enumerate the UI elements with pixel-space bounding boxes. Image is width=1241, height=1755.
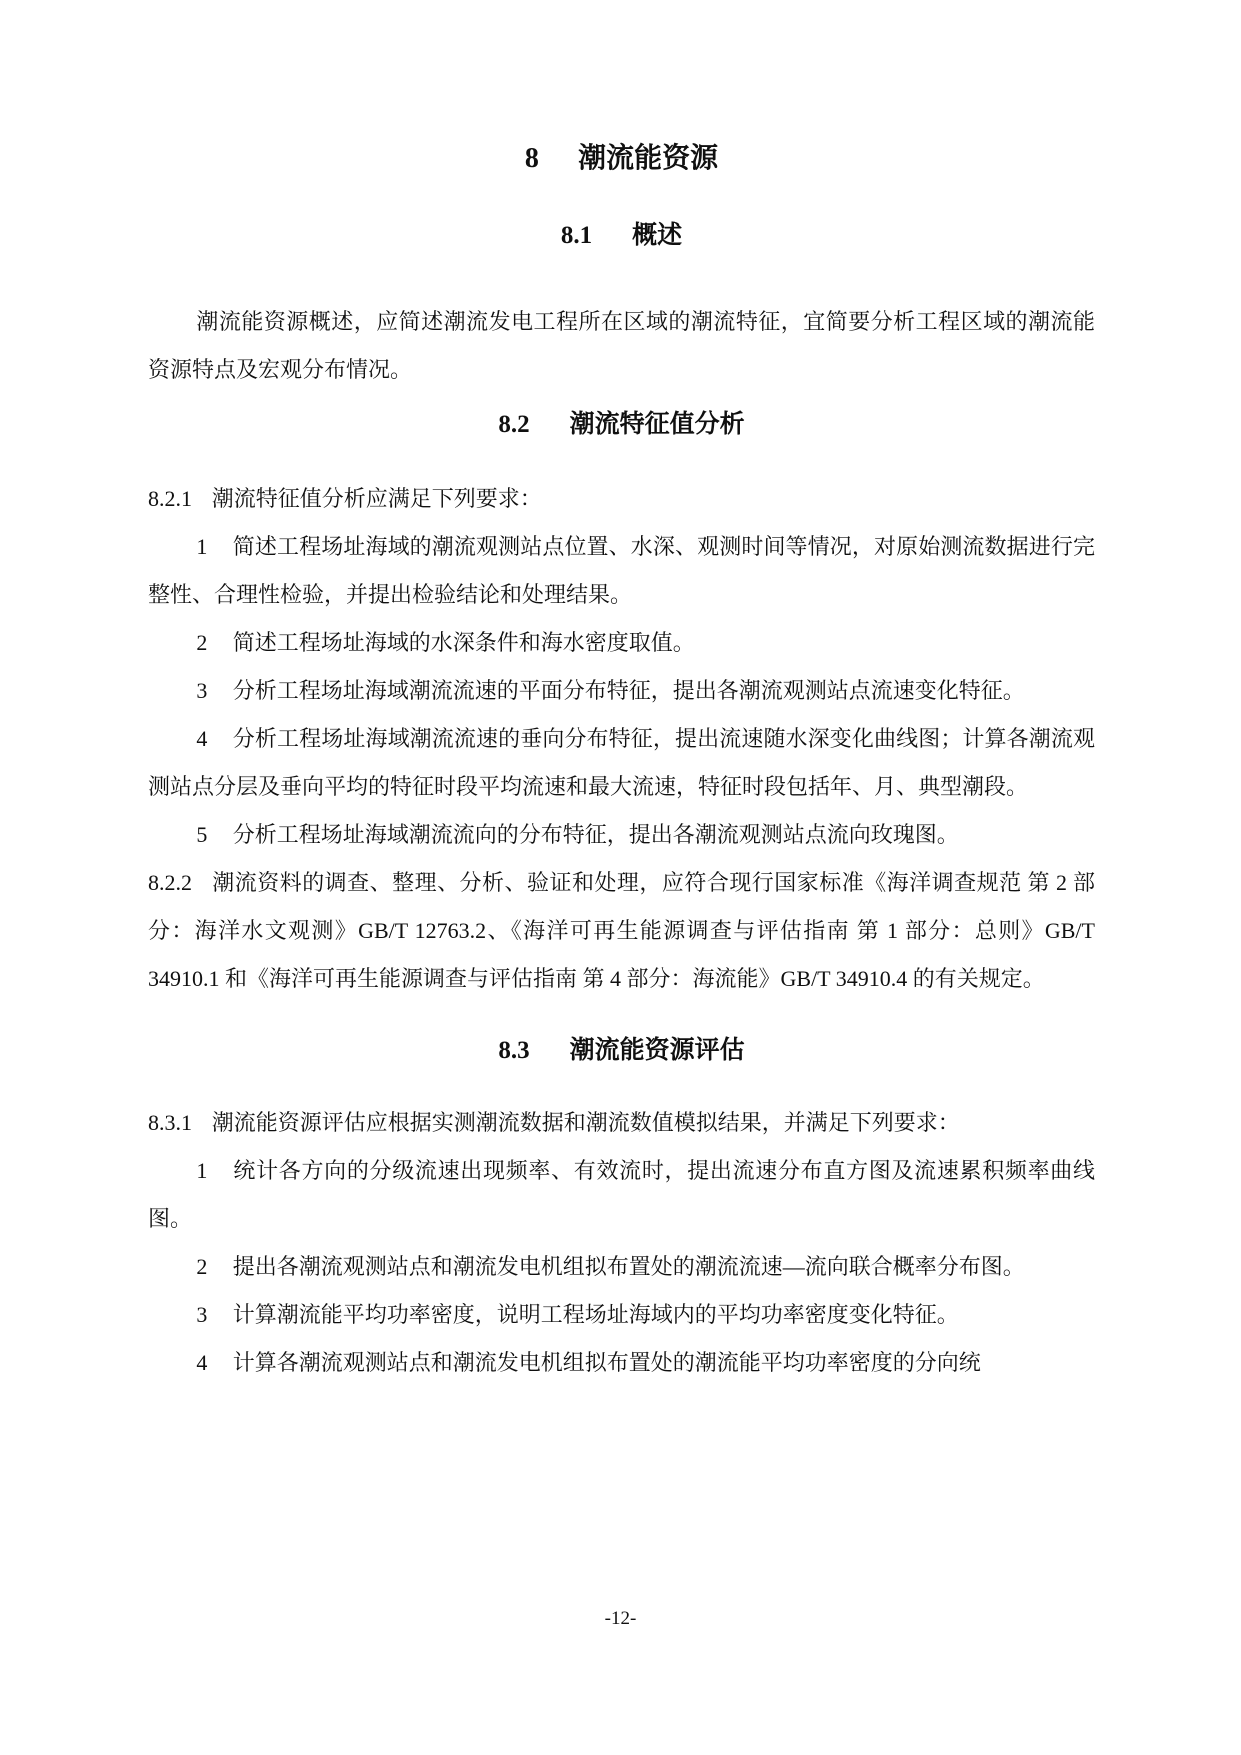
- clause-number: 8.2.2: [148, 870, 192, 895]
- clause-8-2-1: [148, 475, 1095, 523]
- chapter-title: 潮流能资源: [578, 143, 719, 174]
- list-item-8-2-1-5: [148, 811, 1095, 859]
- list-item-8-2-1-1: [148, 523, 1095, 619]
- clause-number: 8.2.1: [148, 486, 192, 511]
- chapter-heading: [148, 138, 1095, 180]
- item-number: 3: [196, 1302, 208, 1327]
- section-title: 潮流特征值分析: [569, 411, 745, 438]
- list-item-8-2-1-2: [148, 619, 1095, 667]
- item-text: 简述工程场址海域的潮流观测站点位置、水深、观测时间等情况，对原始测流数据进行完整性、合理性检验，并提出检验结论和处理结果。: [148, 534, 1095, 607]
- section-heading-8-2: [148, 407, 1095, 443]
- item-number: 2: [196, 1254, 208, 1279]
- paragraph-8-1: 潮流能资源概述，应简述潮流发电工程所在区域的潮流特征，宜简要分析工程区域的潮流能资源特点及宏观分布情况。: [148, 309, 1095, 382]
- clause-text: 潮流资料的调查、整理、分析、验证和处理，应符合现行国家标准《海洋调查规范 第 2 部分：海洋水文观测》GB/T 12763.2、《海洋可再生能源调查与评估指南 第 1 部分：总则》GB/T 34910.1 和《海洋可再生能源调查与评估指南 第 4 部分：海流能》GB/T 34910.4 的有关规定。: [148, 870, 1095, 991]
- list-item-8-2-1-3: [148, 667, 1095, 715]
- list-item-8-3-1-4: [148, 1339, 1095, 1387]
- item-text: 简述工程场址海域的水深条件和海水密度取值。: [232, 630, 695, 655]
- item-text: 分析工程场址海域潮流流向的分布特征，提出各潮流观测站点流向玫瑰图。: [232, 822, 959, 847]
- clause-8-2-2: [148, 859, 1095, 1003]
- item-number: 3: [196, 678, 208, 703]
- item-number: 4: [196, 1350, 208, 1375]
- section-number: 8.1: [560, 222, 593, 249]
- list-item-8-2-1-4: [148, 715, 1095, 811]
- section-number: 8.2: [498, 411, 530, 438]
- section-title: 概述: [632, 222, 683, 249]
- list-item-8-3-1-2: [148, 1243, 1095, 1291]
- section-heading-8-1: [148, 218, 1095, 254]
- item-text: 提出各潮流观测站点和潮流发电机组拟布置处的潮流流速—流向联合概率分布图。: [232, 1254, 1025, 1279]
- chapter-number: 8: [524, 143, 539, 174]
- list-item-8-3-1-3: [148, 1291, 1095, 1339]
- item-text: 分析工程场址海域潮流流速的垂向分布特征，提出流速随水深变化曲线图；计算各潮流观测站点分层及垂向平均的特征时段平均流速和最大流速，特征时段包括年、月、典型潮段。: [148, 726, 1095, 799]
- section-title: 潮流能资源评估: [569, 1037, 745, 1064]
- item-number: 1: [196, 534, 208, 559]
- item-text: 统计各方向的分级流速出现频率、有效流时，提出流速分布直方图及流速累积频率曲线图。: [148, 1158, 1095, 1231]
- item-number: 4: [196, 726, 208, 751]
- clause-number: 8.3.1: [148, 1110, 192, 1135]
- clause-text: 潮流能资源评估应根据实测潮流数据和潮流数值模拟结果，并满足下列要求：: [211, 1110, 960, 1135]
- item-number: 5: [196, 822, 208, 847]
- section-heading-8-3: [148, 1033, 1095, 1069]
- page-number: -12-: [604, 1608, 637, 1629]
- list-item-8-3-1-1: [148, 1147, 1095, 1243]
- clause-text: 潮流特征值分析应满足下列要求：: [211, 486, 542, 511]
- item-text: 分析工程场址海域潮流流速的平面分布特征，提出各潮流观测站点流速变化特征。: [232, 678, 1025, 703]
- item-text: 计算各潮流观测站点和潮流发电机组拟布置处的潮流能平均功率密度的分向统: [232, 1350, 981, 1375]
- item-text: 计算潮流能平均功率密度，说明工程场址海域内的平均功率密度变化特征。: [232, 1302, 959, 1327]
- clause-8-3-1: [148, 1099, 1095, 1147]
- item-number: 1: [196, 1158, 208, 1183]
- section-number: 8.3: [498, 1037, 530, 1064]
- item-number: 2: [196, 630, 208, 655]
